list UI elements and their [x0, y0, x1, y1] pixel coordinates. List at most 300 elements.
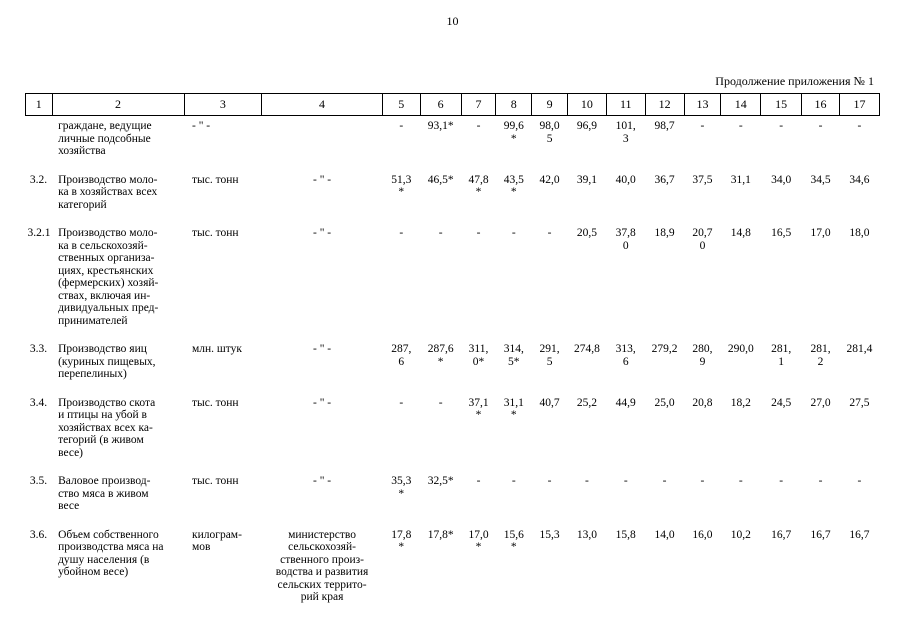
- responsible-line: водства и развития: [275, 566, 369, 578]
- value-line: -: [547, 475, 552, 487]
- value-line: 18,2: [730, 396, 751, 409]
- value-line: *: [475, 541, 482, 553]
- unit-line: млн. штук: [192, 343, 242, 355]
- value-line: 5: [546, 355, 553, 368]
- value-cell: [761, 467, 802, 521]
- value-cell: [761, 219, 802, 335]
- indicator-name: [52, 335, 184, 389]
- header-cell: 8: [496, 94, 532, 116]
- value-line: 311,: [468, 343, 489, 355]
- header-cell: 2: [52, 94, 184, 116]
- table-row: [26, 521, 880, 604]
- value-cell: [645, 116, 684, 166]
- indicator-name-line: убойном весе): [58, 566, 129, 578]
- value-line: -: [476, 120, 481, 132]
- table-header-row: [26, 94, 880, 116]
- value-line: 47,8: [468, 173, 489, 186]
- value-line: 27,5: [849, 396, 870, 409]
- value-line: 31,1: [503, 396, 524, 409]
- indicator-name-line: тегорий (в живом: [58, 434, 144, 446]
- value-line: 93,1*: [427, 120, 454, 132]
- table-row: [26, 335, 880, 389]
- value-cell: [567, 389, 606, 468]
- value-line: 281,: [810, 343, 831, 355]
- responsible-body: [262, 219, 383, 335]
- value-line: 10,2: [730, 528, 751, 541]
- indicator-name-line: хозяйства: [58, 145, 106, 157]
- value-line: *: [398, 487, 405, 500]
- value-cell: [382, 521, 420, 604]
- indicator-name: [52, 116, 184, 166]
- value-line: 25,2: [576, 396, 597, 409]
- value-cell: [839, 389, 879, 468]
- value-cell: [606, 521, 645, 604]
- value-line: *: [510, 409, 517, 421]
- value-line: 17,0: [810, 227, 831, 239]
- header-cell: 6: [420, 94, 461, 116]
- value-cell: [532, 166, 568, 220]
- value-cell: [496, 467, 532, 521]
- value-line: -: [818, 120, 823, 132]
- table-row: [26, 219, 880, 335]
- responsible-line: ственного произ-: [280, 553, 364, 566]
- value-line: 13,0: [576, 528, 597, 541]
- value-cell: [420, 521, 461, 604]
- row-number: 3.6.: [29, 528, 48, 541]
- value-line: 1: [778, 355, 785, 368]
- value-cell: [684, 335, 721, 389]
- value-cell: [721, 335, 761, 389]
- header-cell: 16: [802, 94, 840, 116]
- value-line: 101,: [615, 120, 636, 132]
- indicator-name-line: (куриных пищевых,: [58, 355, 156, 368]
- value-line: 37,8: [615, 227, 636, 239]
- value-line: *: [475, 186, 482, 198]
- value-line: -: [511, 475, 516, 487]
- value-line: 20,8: [692, 396, 713, 409]
- value-cell: [684, 521, 721, 604]
- value-line: 291,: [539, 343, 560, 355]
- value-cell: [420, 116, 461, 166]
- value-line: 24,5: [771, 396, 792, 409]
- indicator-name-line: ственных организа-: [58, 252, 155, 264]
- value-cell: [461, 166, 496, 220]
- value-cell: [461, 521, 496, 604]
- value-cell: [761, 335, 802, 389]
- value-line: 280,: [692, 343, 713, 355]
- unit-of-measure: [184, 521, 262, 604]
- header-cell: 7: [461, 94, 496, 116]
- value-line: 16,5: [771, 227, 792, 239]
- unit-of-measure: [184, 467, 262, 521]
- unit-line: - " -: [192, 120, 211, 132]
- value-cell: [461, 116, 496, 166]
- responsible-body: [262, 166, 383, 220]
- value-line: 279,2: [651, 343, 678, 355]
- value-line: 17,0: [468, 528, 489, 541]
- value-line: 9: [699, 355, 706, 368]
- value-cell: [567, 219, 606, 335]
- value-cell: [721, 521, 761, 604]
- value-cell: [721, 116, 761, 166]
- value-cell: [606, 389, 645, 468]
- value-cell: [567, 467, 606, 521]
- value-line: 34,6: [849, 173, 870, 186]
- responsible-body: [262, 335, 383, 389]
- value-cell: [802, 389, 840, 468]
- value-cell: [645, 166, 684, 220]
- indicator-name-line: перепелиных): [58, 368, 127, 380]
- value-line: 96,9: [576, 120, 597, 132]
- value-cell: [839, 116, 879, 166]
- value-line: *: [398, 186, 405, 198]
- responsible-line: - " -: [313, 396, 332, 409]
- value-line: 37,1: [468, 396, 489, 409]
- appendix-table: [25, 93, 880, 604]
- indicator-name-line: производства мяса на: [58, 541, 164, 553]
- indicator-name-line: категорий: [58, 198, 107, 211]
- unit-line: тыс. тонн: [192, 475, 239, 487]
- header-cell: 12: [645, 94, 684, 116]
- value-line: *: [510, 132, 517, 145]
- value-line: 14,8: [730, 227, 751, 239]
- responsible-body: [262, 467, 383, 521]
- value-line: 314,: [503, 343, 524, 355]
- table-row: [26, 166, 880, 220]
- value-line: -: [857, 120, 862, 132]
- indicator-name-line: ство мяса в живом: [58, 487, 149, 500]
- responsible-body: [262, 116, 383, 166]
- value-cell: [684, 389, 721, 468]
- value-cell: [839, 219, 879, 335]
- value-cell: [567, 116, 606, 166]
- value-line: 6: [398, 355, 405, 368]
- indicator-name-line: Производство яиц: [58, 343, 147, 355]
- value-cell: [382, 335, 420, 389]
- value-cell: [420, 219, 461, 335]
- value-cell: [645, 467, 684, 521]
- value-cell: [461, 467, 496, 521]
- value-line: -: [623, 475, 628, 487]
- value-cell: [567, 166, 606, 220]
- indicator-name-line: личные подсобные: [58, 132, 151, 145]
- value-line: 18,9: [654, 227, 675, 239]
- value-line: *: [475, 409, 482, 421]
- table-row: [26, 389, 880, 468]
- unit-of-measure: [184, 166, 262, 220]
- value-cell: [839, 335, 879, 389]
- value-cell: [382, 389, 420, 468]
- indicator-name-line: (фермерских) хозяй-: [58, 277, 159, 289]
- value-cell: [839, 467, 879, 521]
- value-line: -: [700, 475, 705, 487]
- value-cell: [802, 166, 840, 220]
- responsible-line: рий края: [300, 591, 344, 603]
- indicator-name: [52, 219, 184, 335]
- header-cell: 4: [262, 94, 383, 116]
- responsible-line: сельских террито-: [277, 578, 367, 591]
- value-cell: [496, 116, 532, 166]
- row-number: 3.5.: [29, 475, 48, 487]
- value-line: 34,5: [810, 173, 831, 186]
- value-cell: [382, 219, 420, 335]
- value-line: 20,7: [692, 227, 713, 239]
- indicator-name-line: граждане, ведущие: [58, 120, 152, 132]
- header-cell: 3: [184, 94, 262, 116]
- value-cell: [382, 166, 420, 220]
- responsible-line: - " -: [313, 227, 332, 239]
- value-cell: [496, 521, 532, 604]
- value-line: 40,7: [539, 396, 560, 409]
- value-cell: [567, 521, 606, 604]
- indicator-name-line: и птицы на убой в: [58, 409, 147, 421]
- value-line: 0*: [472, 355, 485, 368]
- value-cell: [382, 116, 420, 166]
- value-cell: [496, 166, 532, 220]
- responsible-line: министерство: [288, 528, 357, 541]
- value-cell: [721, 166, 761, 220]
- value-cell: [496, 389, 532, 468]
- value-cell: [606, 467, 645, 521]
- value-cell: [761, 166, 802, 220]
- continuation-label: Продолжение приложения № 1: [715, 74, 874, 88]
- value-cell: [721, 219, 761, 335]
- indicator-name-line: Производство скота: [58, 396, 156, 409]
- value-line: -: [438, 227, 443, 239]
- value-line: -: [399, 396, 404, 409]
- value-line: -: [438, 396, 443, 409]
- value-line: 43,5: [503, 173, 524, 186]
- value-cell: [684, 219, 721, 335]
- value-cell: [802, 521, 840, 604]
- table-row: [26, 467, 880, 521]
- value-line: -: [399, 227, 404, 239]
- header-cell: 10: [567, 94, 606, 116]
- table-row: [26, 116, 880, 166]
- unit-of-measure: [184, 389, 262, 468]
- value-line: 35,3: [391, 475, 412, 487]
- indicator-name-line: душу населения (в: [58, 553, 150, 566]
- value-line: 16,0: [692, 528, 713, 541]
- value-cell: [802, 219, 840, 335]
- header-cell: 11: [606, 94, 645, 116]
- value-cell: [606, 219, 645, 335]
- value-line: -: [818, 475, 823, 487]
- value-cell: [461, 219, 496, 335]
- responsible-body: [262, 521, 383, 604]
- value-line: 99,6: [503, 120, 524, 132]
- value-line: 25,0: [654, 396, 675, 409]
- value-cell: [721, 467, 761, 521]
- value-cell: [761, 116, 802, 166]
- value-line: 17,8*: [427, 528, 454, 541]
- value-line: 274,8: [573, 343, 600, 355]
- row-number: 3.2.1: [27, 227, 51, 239]
- value-cell: [420, 467, 461, 521]
- value-cell: [382, 467, 420, 521]
- value-cell: [721, 389, 761, 468]
- value-line: *: [510, 541, 517, 553]
- header-cell: 9: [532, 94, 568, 116]
- value-line: 51,3: [391, 173, 412, 186]
- value-line: -: [476, 475, 481, 487]
- value-line: *: [510, 186, 517, 198]
- value-cell: [606, 116, 645, 166]
- value-line: 98,0: [539, 120, 560, 132]
- responsible-line: - " -: [313, 173, 332, 186]
- value-line: 32,5*: [427, 475, 454, 487]
- value-line: -: [584, 475, 589, 487]
- indicator-name-line: принимателей: [58, 314, 128, 327]
- value-line: 290,0: [727, 343, 754, 355]
- row-number: 3.3.: [29, 343, 48, 355]
- unit-line: тыс. тонн: [192, 173, 239, 186]
- value-cell: [532, 389, 568, 468]
- value-line: -: [738, 475, 743, 487]
- value-line: -: [662, 475, 667, 487]
- value-line: 5: [546, 132, 553, 145]
- value-line: 46,5*: [427, 173, 454, 186]
- indicator-name: [52, 166, 184, 220]
- indicator-name-line: весе: [58, 500, 80, 512]
- header-cell: 5: [382, 94, 420, 116]
- value-cell: [496, 219, 532, 335]
- value-line: 37,5: [692, 173, 713, 186]
- value-line: 42,0: [539, 173, 560, 186]
- value-line: *: [437, 355, 444, 368]
- indicator-name-line: Валовое производ-: [58, 475, 151, 487]
- value-cell: [532, 467, 568, 521]
- value-cell: [839, 521, 879, 604]
- value-line: 281,: [771, 343, 792, 355]
- value-line: 287,: [391, 343, 412, 355]
- value-cell: [802, 335, 840, 389]
- value-cell: [606, 166, 645, 220]
- value-line: -: [476, 227, 481, 239]
- value-cell: [532, 521, 568, 604]
- value-line: 287,6: [427, 343, 454, 355]
- value-line: 0: [622, 239, 629, 252]
- value-line: 31,1: [730, 173, 751, 186]
- value-line: -: [547, 227, 552, 239]
- row-number: 3.2.: [29, 173, 48, 186]
- value-cell: [496, 335, 532, 389]
- value-cell: [567, 335, 606, 389]
- value-line: 39,1: [576, 173, 597, 186]
- indicator-name-line: ка в хозяйствах всех: [58, 186, 158, 198]
- value-cell: [461, 335, 496, 389]
- unit-of-measure: [184, 219, 262, 335]
- value-line: 16,7: [771, 528, 792, 541]
- value-line: 6: [622, 355, 629, 368]
- value-cell: [420, 389, 461, 468]
- header-cell: 1: [26, 94, 53, 116]
- value-line: 15,8: [615, 528, 636, 541]
- indicator-name-line: ка в сельскохозяй-: [58, 239, 148, 252]
- indicator-name-line: Производство моло-: [58, 173, 158, 186]
- value-line: 0: [699, 239, 706, 252]
- value-line: 36,7: [654, 173, 675, 186]
- value-line: 27,0: [810, 396, 831, 409]
- value-cell: [645, 335, 684, 389]
- value-line: -: [399, 120, 404, 132]
- header-cell: 14: [721, 94, 761, 116]
- unit-of-measure: [184, 335, 262, 389]
- value-line: -: [738, 120, 743, 132]
- indicator-name-line: ствах, включая ин-: [58, 289, 151, 302]
- responsible-body: [262, 389, 383, 468]
- value-line: 17,8: [391, 528, 412, 541]
- value-line: 15,6: [503, 528, 524, 541]
- value-cell: [532, 116, 568, 166]
- value-line: 5*: [508, 355, 520, 368]
- value-line: 3: [622, 132, 629, 145]
- value-line: 2: [817, 355, 824, 368]
- unit-line: тыс. тонн: [192, 396, 239, 409]
- indicator-name-line: Производство моло-: [58, 227, 158, 239]
- value-line: 20,5: [576, 227, 597, 239]
- value-cell: [606, 335, 645, 389]
- value-cell: [645, 389, 684, 468]
- value-line: -: [700, 120, 705, 132]
- value-line: *: [398, 541, 405, 553]
- value-line: -: [779, 120, 784, 132]
- value-cell: [532, 219, 568, 335]
- indicator-name-line: Объем собственного: [58, 528, 159, 541]
- value-cell: [839, 166, 879, 220]
- value-line: 16,7: [810, 528, 831, 541]
- value-cell: [761, 521, 802, 604]
- header-cell: 13: [684, 94, 721, 116]
- value-line: 40,0: [615, 173, 636, 186]
- value-cell: [420, 335, 461, 389]
- value-cell: [684, 166, 721, 220]
- indicator-name-line: весе): [58, 446, 84, 459]
- value-cell: [684, 116, 721, 166]
- value-line: 16,7: [849, 528, 870, 541]
- header-cell: 15: [761, 94, 802, 116]
- unit-of-measure: [184, 116, 262, 166]
- header-cell: 17: [839, 94, 879, 116]
- value-line: 15,3: [539, 528, 560, 541]
- value-cell: [761, 389, 802, 468]
- indicator-name: [52, 389, 184, 468]
- responsible-line: - " -: [313, 343, 332, 355]
- indicator-name-line: циях, крестьянских: [58, 264, 154, 277]
- value-line: 98,7: [654, 120, 675, 132]
- unit-line: мов: [192, 541, 211, 553]
- row-number: 3.4.: [29, 396, 48, 409]
- value-line: -: [779, 475, 784, 487]
- value-cell: [532, 335, 568, 389]
- value-cell: [645, 521, 684, 604]
- value-cell: [802, 116, 840, 166]
- value-cell: [684, 467, 721, 521]
- value-line: 34,0: [771, 173, 792, 186]
- responsible-line: сельскохозяй-: [288, 541, 356, 553]
- indicator-name-line: хозяйствах всех ка-: [58, 421, 153, 434]
- indicator-name: [52, 521, 184, 604]
- value-cell: [645, 219, 684, 335]
- value-line: -: [511, 227, 516, 239]
- value-cell: [802, 467, 840, 521]
- value-cell: [461, 389, 496, 468]
- unit-line: килограм-: [192, 528, 242, 541]
- unit-line: тыс. тонн: [192, 227, 239, 239]
- indicator-name: [52, 467, 184, 521]
- row-number: [26, 116, 53, 166]
- value-cell: [420, 166, 461, 220]
